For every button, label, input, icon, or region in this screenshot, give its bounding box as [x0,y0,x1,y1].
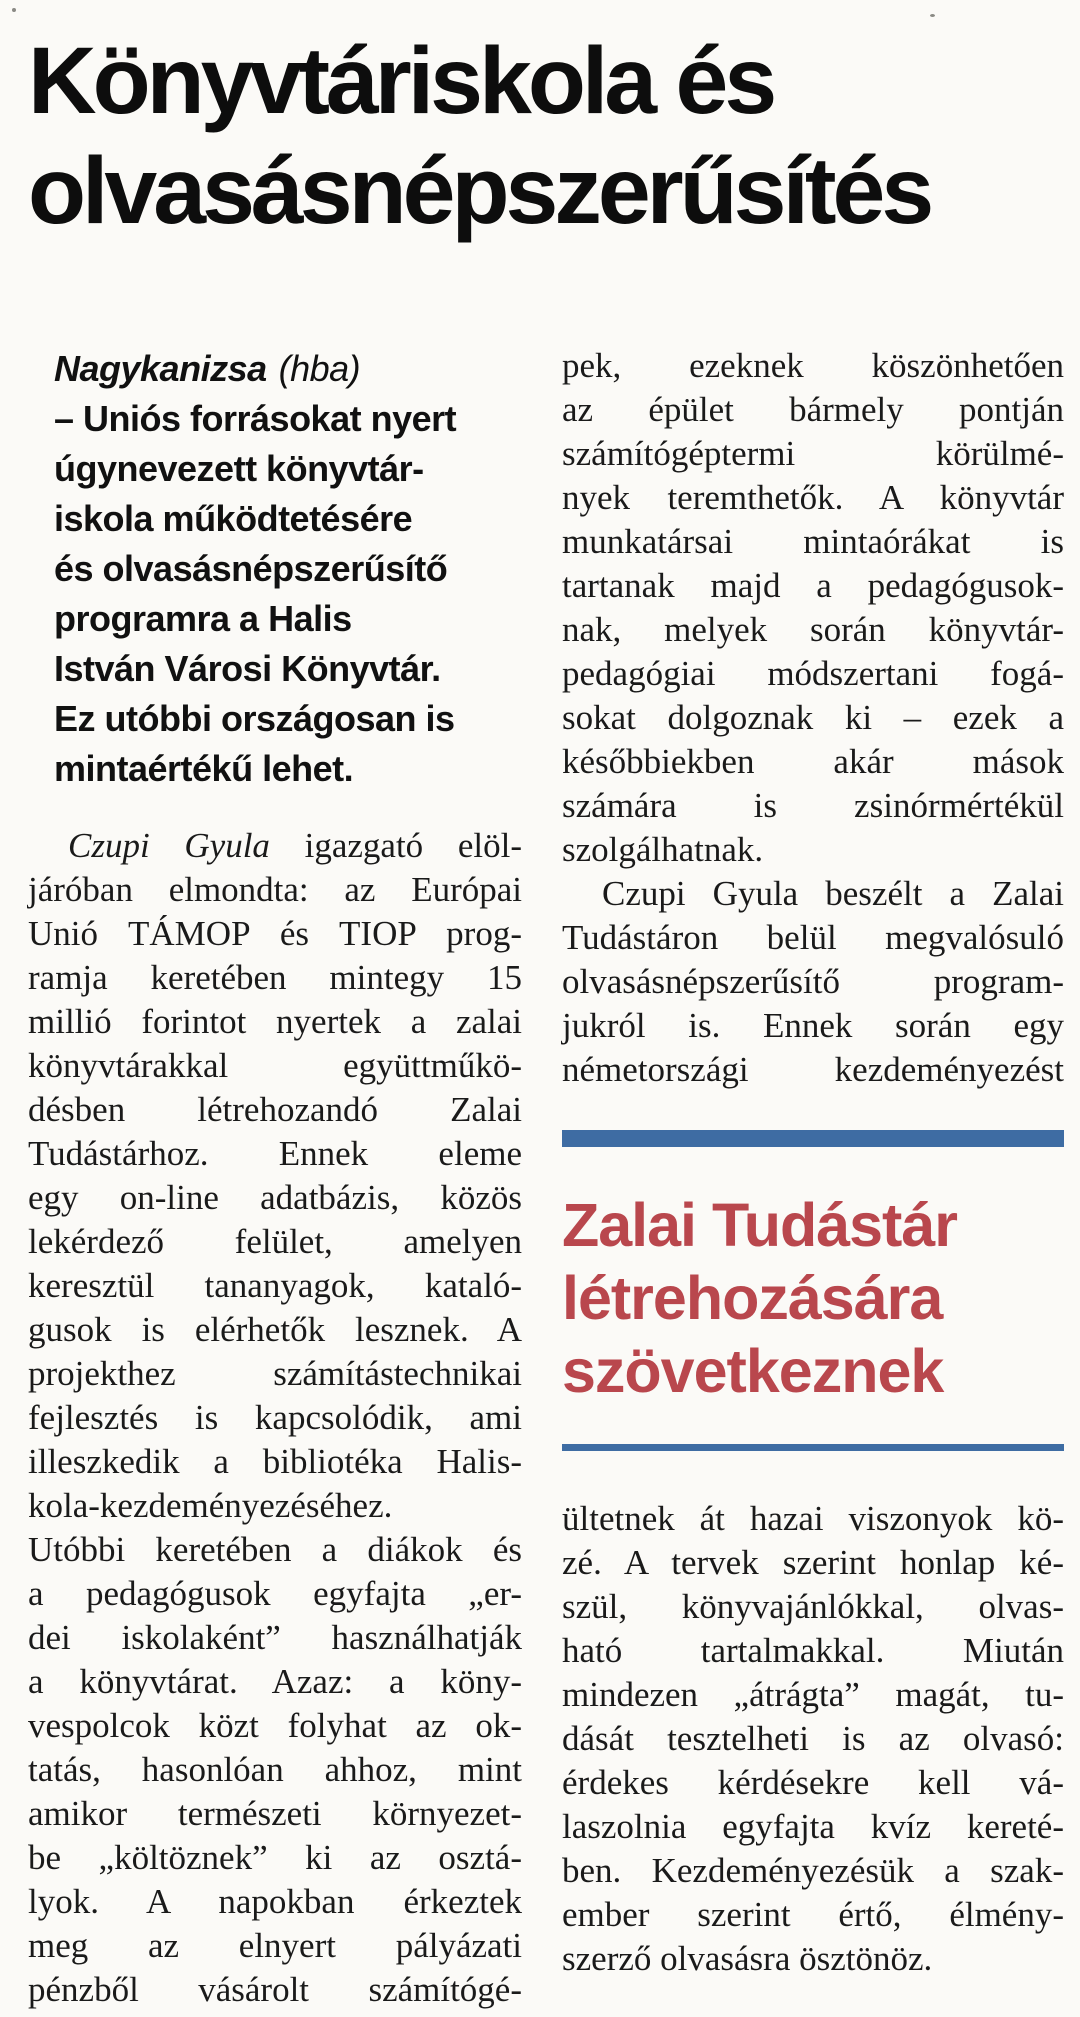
text-line: érdekes kérdésekre kell vá- [562,1763,1064,1803]
text-line: Ez utóbbi országosan is [54,698,455,740]
text-line: mindezen „átrágta” magát, tu- [562,1675,1064,1715]
text-line: járóban elmondta: az Európai [28,870,522,910]
pullquote-title [562,1189,1064,1408]
text-line: szövetkeznek [562,1337,944,1406]
text-line: pedagógiai módszertani fogá- [562,654,1064,694]
text-line: Zalai Tudástár [562,1191,958,1260]
text-line: vespolcok közt folyhat az ok- [28,1706,522,1746]
body-text-right-top [562,344,1064,1092]
text-line: ben. Kezdeményezésük a szak- [562,1851,1064,1891]
text-line: tatás, hasonlóan ahhoz, mint [28,1750,522,1790]
text-line: lyok. A napokban érkeztek [28,1882,522,1922]
text-line: Tudástárhoz. Ennek eleme [28,1134,522,1174]
text-line: dását tesztelheti is az olvasó: [562,1719,1064,1759]
text-line: ember szerint értő, élmény- [562,1895,1064,1935]
text-line: nak, melyek során könyvtár- [562,610,1064,650]
text-line: számára is zsinórmértékül [562,786,1064,826]
pullquote-bottom-rule [562,1444,1064,1451]
body-text-left [28,824,522,2012]
text-line: úgynevezett könyvtár- [54,448,424,490]
text-line: létrehozására [562,1264,943,1333]
text-line: a pedagógusok egyfajta „er- [28,1574,522,1614]
text-line: nyek teremthetők. A könyvtár [562,478,1064,518]
text-line: pénzből vásárolt számítógé- [28,1970,522,2010]
text-line: az épület bármely pontján [562,390,1064,430]
text-line: ramja keretében mintegy 15 [28,958,522,998]
article-column-right [562,344,1064,2012]
text-line: későbbiekben akár mások [562,742,1064,782]
article-column-left [28,344,522,2012]
text-line: ható tartalmakkal. Miután [562,1631,1064,1671]
text-line: Czupi Gyula beszélt a Zalai [602,874,1064,914]
text-line: jukról is. Ennek során egy [562,1006,1064,1046]
text-line: mintaértékű lehet. [54,748,354,790]
text-line: szerző olvasásra ösztönöz. [562,1939,933,1979]
text-line: millió forintot nyertek a zalai [28,1002,522,1042]
text-line: dei iskolaként” használhatják [28,1618,522,1658]
text-line: számítógéptermi körülmé- [562,434,1064,474]
lead-paragraph [28,344,522,794]
headline-line-1: Könyvtáriskola és [28,28,774,134]
text-line: sokat dolgoznak ki – ezek a [562,698,1064,738]
text-line: ültetnek át hazai viszonyok kö- [562,1499,1064,1539]
text-line: lekérdező felület, amelyen [28,1222,522,1262]
text-line: kola-kezdeményezéséhez. [28,1486,393,1526]
text-line: munkatársai mintaórákat is [562,522,1064,562]
article-body [28,344,1064,2012]
text-line: tartanak majd a pedagógusok- [562,566,1064,606]
text-line: István Városi Könyvtár. [54,648,441,690]
text-line: projekthez számítástechnikai [28,1354,522,1394]
text-line: szül, könyvajánlókkal, olvas- [562,1587,1064,1627]
text-line: szolgálhatnak. [562,830,764,870]
text-line: és olvasásnépszerűsítő [54,548,448,590]
text-line: laszolnia egyfajta kvíz kereté- [562,1807,1064,1847]
text-line: Tudástáron belül megvalósuló [562,918,1064,958]
scan-speck [12,8,16,12]
text-line: fejlesztés is kapcsolódik, ami [28,1398,522,1438]
text-line: egy on-line adatbázis, közös [28,1178,522,1218]
text-line: programra a Halis [54,598,352,640]
pullquote-block [562,1130,1064,1451]
text-line: – Uniós forrásokat nyert [54,398,457,440]
text-line: Unió TÁMOP és TIOP prog- [28,914,522,954]
text-line: keresztül tananyagok, kataló- [28,1266,522,1306]
text-line: amikor természeti környezet- [28,1794,522,1834]
text-line: németországi kezdeményezést [562,1050,1064,1090]
author-initials: (hba) [278,348,361,390]
text-line: pek, ezeknek köszönhetően [562,346,1064,386]
text-line: olvasásnépszerűsítő program- [562,962,1064,1002]
dateline-location: Nagykanizsa [54,348,267,390]
text-line: meg az elnyert pályázati [28,1926,522,1966]
text-line: Czupi Gyula igazgató elöl- [68,826,522,866]
text-line: zé. A tervek szerint honlap ké- [562,1543,1064,1583]
text-line: iskola működtetésére [54,498,413,540]
text-line: be „költöznek” ki az osztá- [28,1838,522,1878]
text-line: a könyvtárat. Azaz: a köny- [28,1662,522,1702]
text-line: könyvtárakkal együttműkö- [28,1046,522,1086]
headline-line-2: olvasásnépszerűsítés [28,138,931,245]
scan-speck [930,14,935,17]
text-line: gusok is elérhetők lesznek. A [28,1310,522,1350]
lead-lines [54,394,522,794]
pullquote-top-rule [562,1130,1064,1147]
dateline [54,344,522,394]
text-line: désben létrehozandó Zalai [28,1090,522,1130]
text-line: Utóbbi keretében a diákok és [28,1530,522,1570]
article-headline [28,26,1064,246]
body-text-right-bottom [562,1497,1064,1981]
text-line: illeszkedik a bibliotéka Halis- [28,1442,522,1482]
